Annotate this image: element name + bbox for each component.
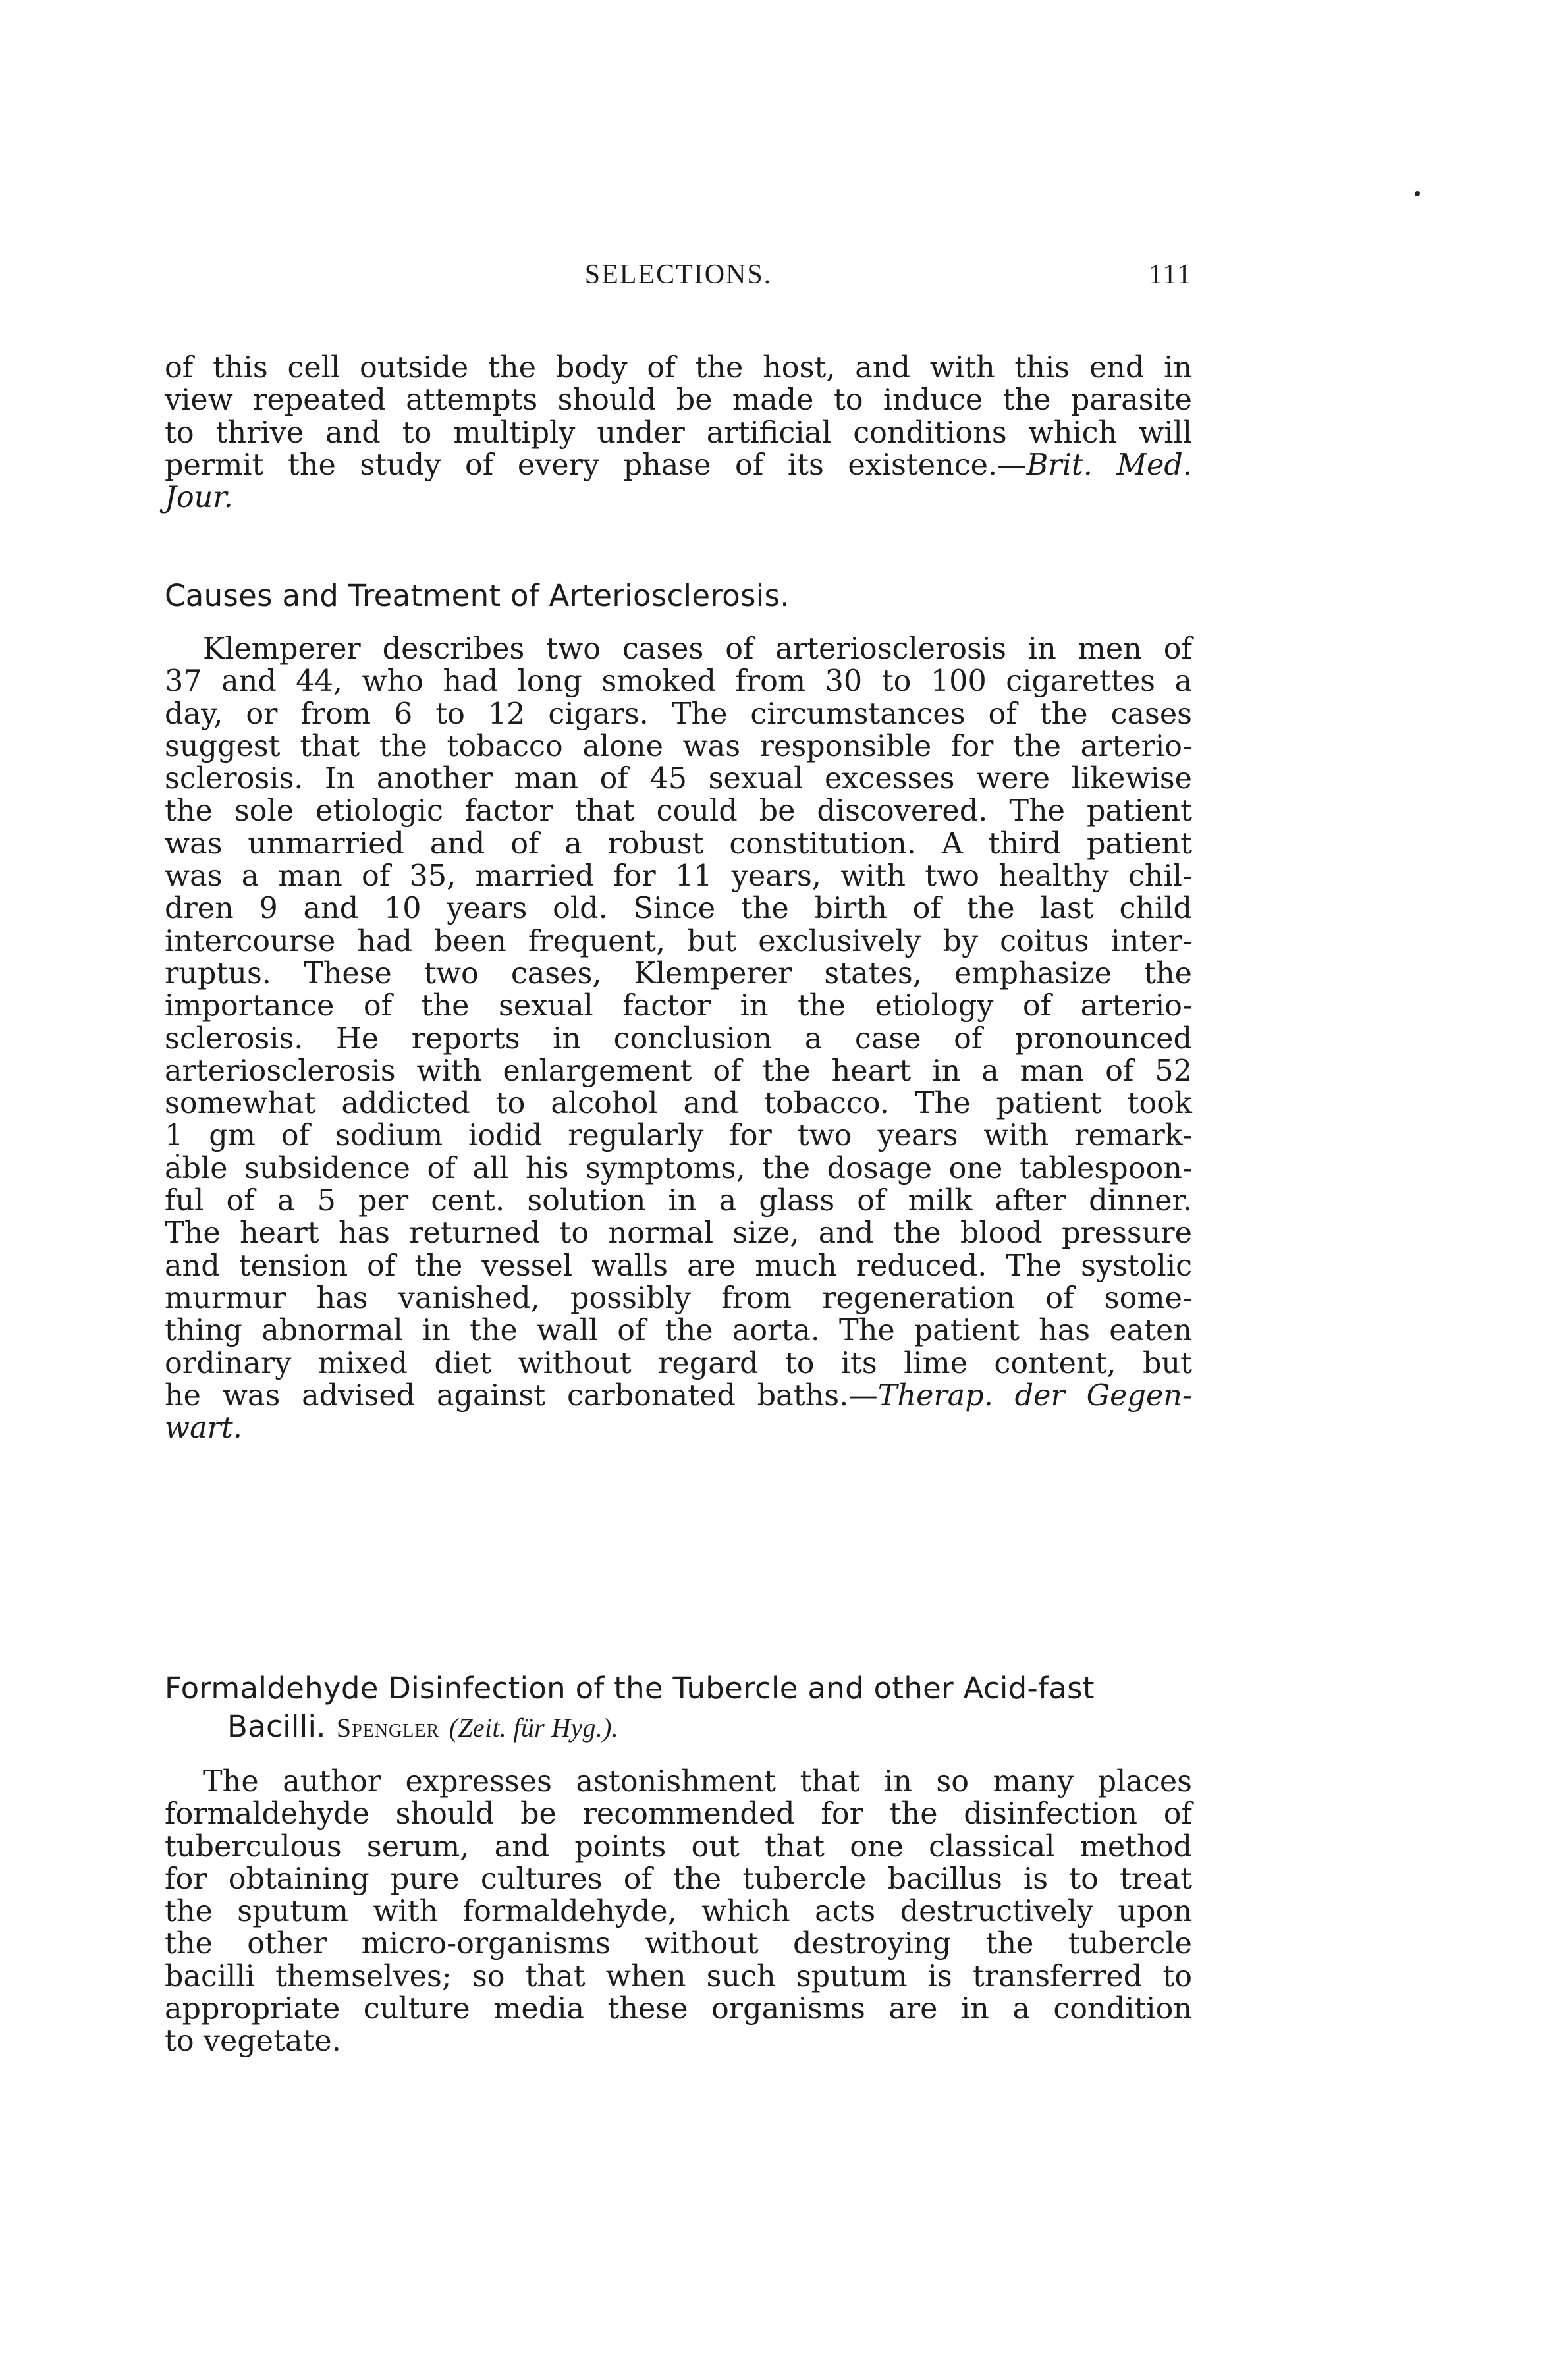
article-heading-line: Formaldehyde Disinfection of the Tubercle and other Acid-fast <box>165 1671 1095 1706</box>
text-line: view repeated attempts should be made to induce the parasite <box>165 383 1192 418</box>
journal-citation: (Zeit. für Hyg.). <box>449 1713 619 1743</box>
source-citation: Therap. der Gegen- <box>877 1378 1192 1413</box>
text-line: ruptus. These two cases, Klemperer states, emphasize the <box>165 956 1192 990</box>
text-line: tuberculous serum, and points out that one classical method <box>165 1829 1192 1864</box>
source-citation: Brit. Med. <box>1026 448 1192 482</box>
text-line: suggest that the tobacco alone was responsible for the arterio- <box>165 729 1192 763</box>
text-line <box>165 1380 1192 1412</box>
text-line: the sole etiologic factor that could be discovered. The patient <box>165 794 1192 828</box>
text-line: able subsidence of all his symptoms, the dosage one tablespoon- <box>165 1151 1192 1185</box>
article-body <box>165 633 1192 1444</box>
author-name: Spengler <box>336 1713 440 1743</box>
text-line: to vegetate. <box>165 2024 341 2059</box>
text-line: Klemperer describes two cases of arteriosclerosis in men of <box>203 632 1192 666</box>
text-line: was unmarried and of a robust constitution. A third patient <box>165 826 1192 861</box>
text-line: day, or from 6 to 12 cigars. The circumstances of the cases <box>165 697 1192 731</box>
text-line: dren 9 and 10 years old. Since the birth of the last child <box>165 892 1192 926</box>
page-number: 111 <box>1149 259 1192 290</box>
article-heading-text: Causes and Treatment of Arteriosclerosis. <box>165 578 790 613</box>
text-line: and tension of the vessel walls are much reduced. The systolic <box>165 1249 1192 1283</box>
article-heading <box>165 1669 1205 1747</box>
text-line-body: permit the study of every phase of its existence.— <box>165 448 1027 482</box>
text-line: ordinary mixed diet without regard to its lime content, but <box>165 1346 1192 1380</box>
text-line: sclerosis. He reports in conclusion a case of pronounced <box>165 1021 1192 1056</box>
article-heading <box>165 577 1205 615</box>
text-line: the other micro-organisms without destroying the tubercle <box>165 1927 1192 1961</box>
running-head-title: SELECTIONS. <box>584 259 773 290</box>
running-head <box>165 259 1192 305</box>
text-line: 37 and 44, who had long smoked from 30 to 100 cigarettes a <box>165 664 1192 699</box>
text-line: thing abnormal in the wall of the aorta. The patient has eaten <box>165 1314 1192 1348</box>
article-body <box>165 1766 1192 2058</box>
article-heading-text: Bacilli. <box>227 1709 326 1744</box>
source-citation-continued: wart. <box>165 1411 242 1446</box>
text-line: The heart has returned to normal size, and the blood pressure <box>165 1216 1192 1251</box>
text-line: the sputum with formaldehyde, which acts destructively upon <box>165 1895 1192 1929</box>
text-line: was a man of 35, married for 11 years, with two healthy chil- <box>165 859 1192 894</box>
text-line: formaldehyde should be recommended for the disinfection of <box>165 1797 1192 1831</box>
source-citation-continued: Jour. <box>165 481 233 515</box>
stray-ink-mark <box>1415 191 1420 196</box>
text-line: bacilli themselves; so that when such sputum is transferred to <box>165 1959 1192 1993</box>
text-line <box>165 449 1192 481</box>
text-line: 1 gm of sodium iodid regularly for two years with remark- <box>165 1119 1192 1153</box>
text-line: to thrive and to multiply under artificial conditions which will <box>165 416 1192 450</box>
text-line: appropriate culture media these organisms are in a condition <box>165 1992 1192 2026</box>
text-line: importance of the sexual factor in the etiology of arterio- <box>165 989 1192 1023</box>
text-line: intercourse had been frequent, but exclusively by coitus inter- <box>165 924 1192 958</box>
opening-paragraph <box>165 352 1192 514</box>
text-line: murmur has vanished, possibly from regeneration of some- <box>165 1281 1192 1315</box>
text-line-body: he was advised against carbonated baths.— <box>165 1378 878 1413</box>
text-line: ful of a 5 per cent. solution in a glass of milk after dinner. <box>165 1184 1192 1218</box>
text-line: arteriosclerosis with enlargement of the heart in a man of 52 <box>165 1054 1192 1088</box>
text-line: The author expresses astonishment that in so many places <box>203 1765 1192 1799</box>
text-line: somewhat addicted to alcohol and tobacco. The patient took <box>165 1087 1192 1121</box>
text-line: of this cell outside the body of the host, and with this end in <box>165 351 1192 385</box>
text-line: sclerosis. In another man of 45 sexual excesses were likewise <box>165 762 1192 796</box>
text-line: for obtaining pure cultures of the tubercle bacillus is to treat <box>165 1862 1192 1896</box>
article-heading-line <box>165 1708 1205 1747</box>
